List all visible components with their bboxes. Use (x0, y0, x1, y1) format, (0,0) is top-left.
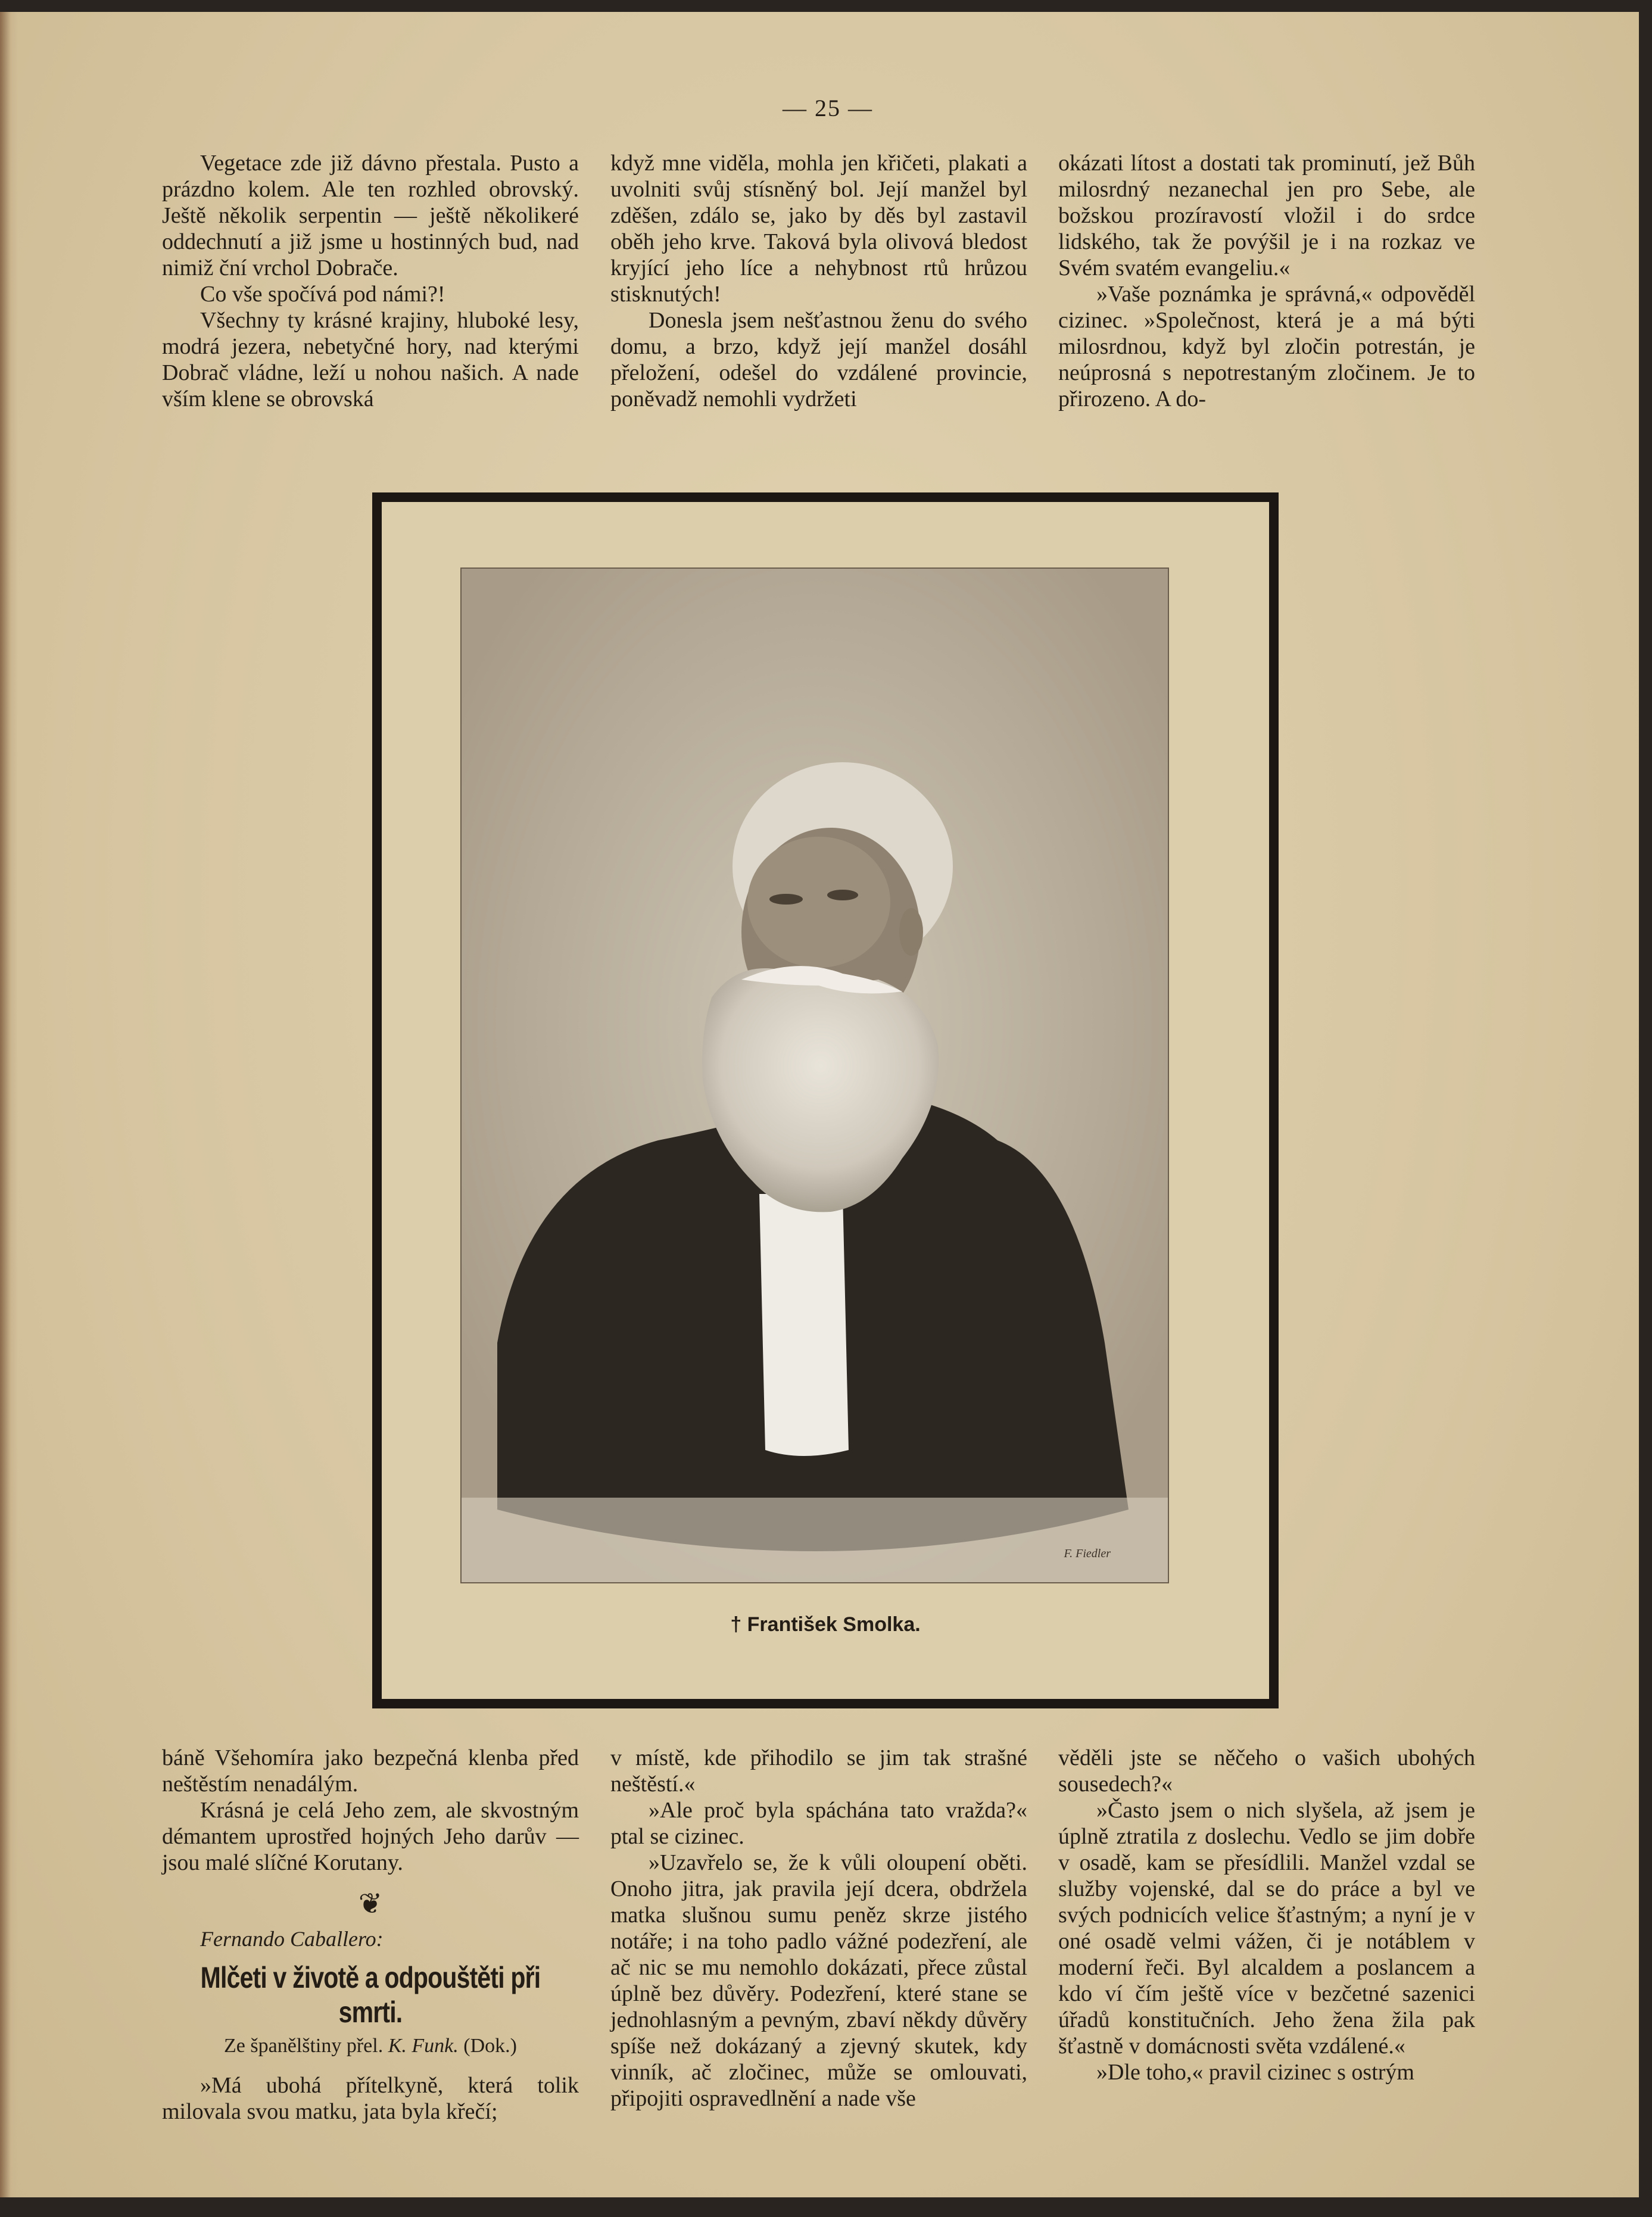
story-title: Mlčeti v životě a odpouštěti při smrti. (200, 1961, 541, 2029)
paragraph: »Uzavřelo se, že k vůli oloupení oběti. Onoho jitra, jak pravila její dcera, obdržela matka slušnou sumu peněz skrze jistého notáře; i na toho padlo vážné podezření, ale ač nic se mu nemohlo dokázati, přece zůstal úplně bez důvěry. Podezření, které stane se jednohlasným a pevným, zbaví někdy důvěry spíše než dokázaný a zjevný skutek, kdy vinník, ač zločinec, může se omlouvati, připojiti ospravedlnění a nade vše (610, 1850, 1027, 2111)
paragraph: »Má ubohá přítelkyně, která tolik milovala svou matku, jata byla křečí; (162, 2073, 579, 2124)
fleuron-ornament: ❦ (358, 1888, 383, 1920)
paragraph: Všechny ty krásné krajiny, hluboké lesy, modrá jezera, nebetyčné hory, nad kterými Dobrač vládne, leží u nohou našich. A nade vším klene se obrovská (162, 308, 579, 411)
bottom-column-1 (162, 1745, 579, 2125)
paragraph: věděli jste se něčeho o vašich ubohých sousedech?« (1058, 1745, 1475, 1797)
paragraph: báně Všehomíra jako bezpečná klenba před neštěstím nenadálým. (162, 1745, 579, 1797)
paragraph: »Vaše poznámka je správná,« odpověděl cizinec. »Společnost, která je a má býti milosrdnou, když byl zločin potrestán, je neúprosná s nepotrestaným zločinem. Je to přirozeno. A do- (1058, 282, 1475, 411)
portrait-photo (460, 567, 1169, 1583)
paragraph: v místě, kde přihodilo se jim tak strašné neštěstí.« (610, 1745, 1027, 1797)
paragraph: Krásná je celá Jeho zem, ale skvostným démantem uprostřed hojných Jeho darův — jsou malé slíčné Korutany. (162, 1798, 579, 1875)
continuation-note: (Dok.) (463, 2035, 517, 2057)
bottom-column-2 (610, 1745, 1027, 2112)
translator-name: K. Funk. (388, 2035, 459, 2057)
bottom-column-3 (1058, 1745, 1475, 2085)
top-column-3 (1058, 150, 1475, 412)
page-number: — 25 — (783, 95, 873, 121)
page-sheet (0, 12, 1639, 2197)
paragraph: »Ale proč byla spáchána tato vražda?« ptal se cizinec. (610, 1798, 1027, 1849)
paragraph: »Dle toho,« pravil cizinec s ostrým (1096, 2060, 1414, 2085)
page-binding-edge (0, 12, 18, 2197)
story-subtitle (162, 2033, 579, 2059)
portrait-illustration (462, 569, 1168, 1582)
paragraph: když mne viděla, mohla jen křičeti, plakati a uvolniti svůj stísněný bol. Její manžel byl zděšen, zdálo se, jako by děs byl zastavil oběh jeho krve. Taková byla olivová bledost kryjící jeho líce a nehybnost rtů hrůzou stisknutých! (610, 151, 1027, 307)
paragraph: »Často jsem o nich slyšela, až jsem je úplně ztratila z doslechu. Vedlo se jim dobře v osadě, kam se přesídlili. Manžel vzdal se služby vojenské, dal se do práce a byl ve svých podnicích velice šťastným; a nyní je v oné osadě velmi vážen, či je notáblem v moderní řeči. Byl alcaldem a poslancem a kdo ví čím ještě více v bezčetné sazenici úřadů konstitučních. Jeho žena žila pak šťastně v domácnosti světa vzdálené.« (1058, 1798, 1475, 2059)
portrait-caption: † František Smolka. (730, 1613, 921, 1636)
paragraph: okázati lítost a dostati tak prominutí, jež Bůh milosrdný nezanechal jen pro Sebe, ale božskou prozíravostí vložil i do srdce lidského, tak že povýšil je i na rozkaz ve Svém svatém evangeliu.« (1058, 151, 1475, 280)
portrait-plate (372, 492, 1279, 1708)
top-column-1 (162, 150, 579, 412)
paragraph: Co vše spočívá pod námi?! (200, 282, 445, 307)
story-author: Fernando Caballero: (200, 1927, 384, 1951)
paragraph: Vegetace zde již dávno přestala. Pusto a prázdno kolem. Ale ten rozhled obrovský. Ještě několik serpentin — ještě několikeré oddechnutí a již jsme u hostinných bud, nad nimiž ční vrchol Dobrače. (162, 151, 579, 280)
photographer-signature: F. Fiedler (1064, 1547, 1111, 1560)
top-column-2 (610, 150, 1027, 412)
paragraph: Donesla jsem nešťastnou ženu do svého domu, a brzo, když její manžel dosáhl přeložení, odešel do vzdálené provincie, poněvadž nemohli vydržeti (610, 308, 1027, 411)
translator-prefix: Ze španělštiny přel. (224, 2035, 384, 2057)
